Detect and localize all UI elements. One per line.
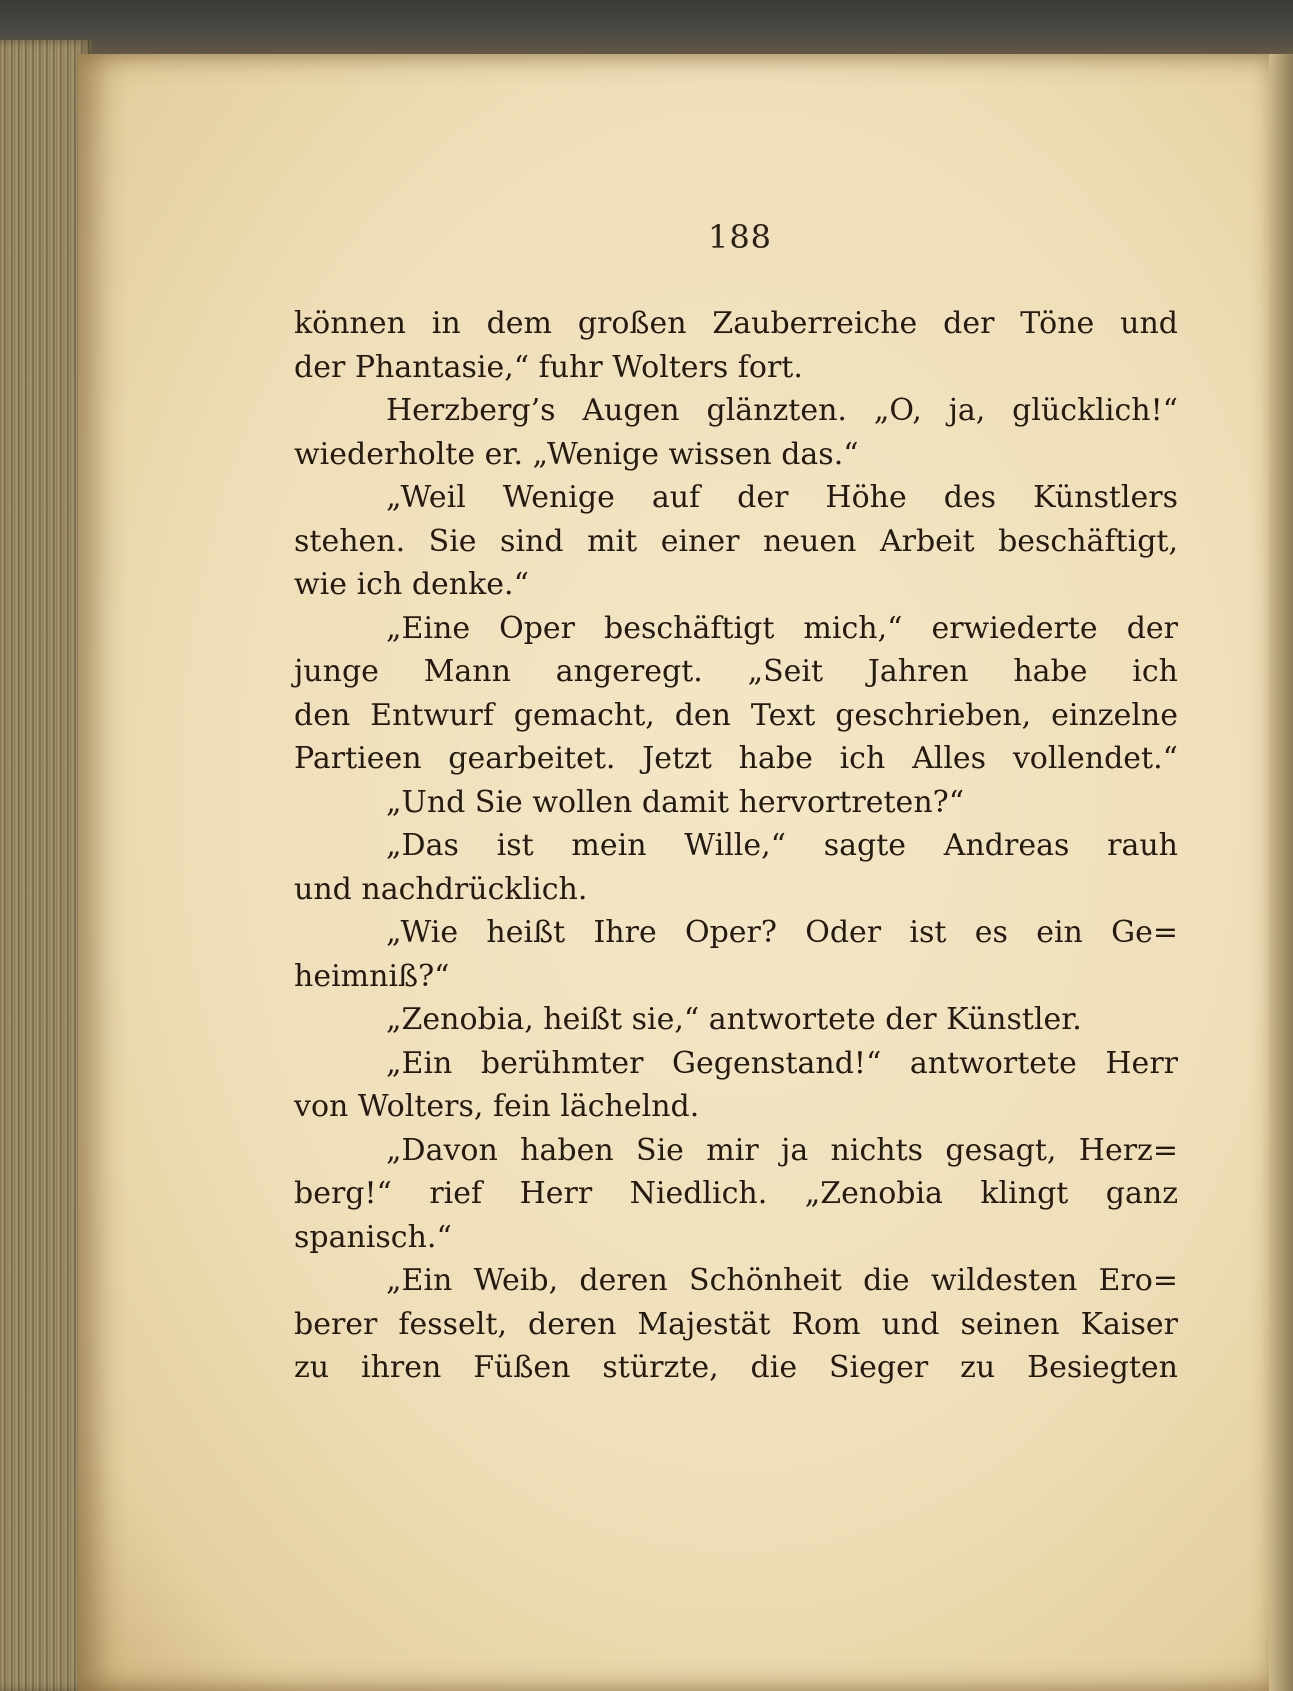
- book-cover-edge: [0, 0, 1293, 60]
- text-line: „Eine Oper beschäftigt mich,“ erwiederte der: [386, 610, 1178, 646]
- body-text: [294, 302, 1178, 1390]
- text-line: „Das ist mein Wille,“ sagte Andreas rauh: [386, 828, 1178, 863]
- text-line: „Weil Wenige auf der Höhe des Künstlers: [386, 480, 1178, 515]
- text-line: können in dem großen Zauberreiche der Töne und: [294, 306, 1178, 341]
- text-line: „Ein berühmter Gegenstand!“ antwortete Herr: [386, 1045, 1178, 1081]
- text-line: von Wolters, fein lächelnd.: [294, 1089, 700, 1124]
- text-line: berg!“ rief Herr Niedlich. „Zenobia klingt ganz: [294, 1176, 1178, 1211]
- text-line: „Wie heißt Ihre Oper? Oder ist es ein Ge=: [386, 915, 1178, 950]
- text-line: junge Mann angeregt. „Seit Jahren habe ich: [294, 654, 1178, 689]
- text-line: berer fesselt, deren Majestät Rom und seinen Kaiser: [294, 1306, 1178, 1342]
- text-line: den Entwurf gemacht, den Text geschrieben, einzelne: [294, 697, 1178, 733]
- text-line: der Phantasie,“ fuhr Wolters fort.: [294, 349, 803, 385]
- text-line: Partieen gearbeitet. Jetzt habe ich Alles vollendet.“: [294, 741, 1178, 776]
- text-line: zu ihren Füßen stürzte, die Sieger zu Besiegten: [294, 1350, 1178, 1385]
- text-line: heimniß?“: [294, 958, 450, 994]
- text-line: „Und Sie wollen damit hervortreten?“: [386, 784, 965, 820]
- text-line: wiederholte er. „Wenige wissen das.“: [294, 436, 859, 472]
- text-line: Herzberg’s Augen glänzten. „O, ja, glücklich!“: [386, 393, 1178, 428]
- text-line: „Davon haben Sie mir ja nichts gesagt, Herz=: [386, 1132, 1178, 1168]
- page-number: 188: [707, 218, 773, 256]
- text-line: „Ein Weib, deren Schönheit die wildesten Ero=: [386, 1263, 1178, 1298]
- text-line: spanisch.“: [294, 1219, 452, 1255]
- text-line: und nachdrücklich.: [294, 871, 588, 907]
- text-line: „Zenobia, heißt sie,“ antwortete der Künstler.: [386, 1002, 1082, 1037]
- text-line: stehen. Sie sind mit einer neuen Arbeit beschäftigt,: [294, 523, 1178, 559]
- page-right-edge: [1269, 54, 1293, 1691]
- text-line: wie ich denke.“: [294, 567, 529, 602]
